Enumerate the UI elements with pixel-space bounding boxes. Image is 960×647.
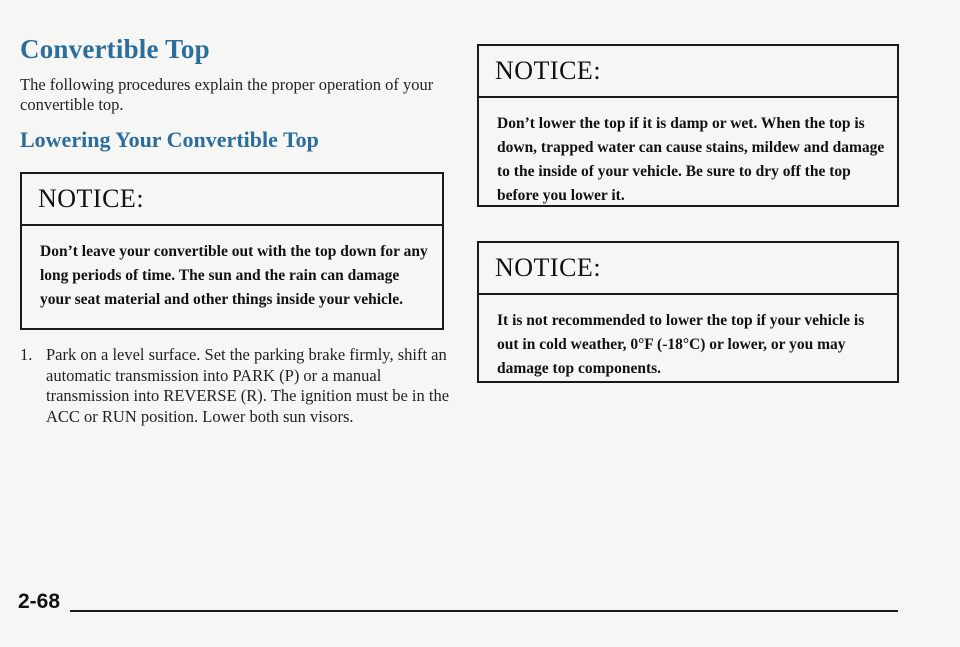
procedure-step <box>20 345 450 427</box>
notice-heading: NOTICE: <box>479 243 897 295</box>
notice-heading: NOTICE: <box>479 46 897 98</box>
step-number: 1. <box>20 345 33 364</box>
footer-divider <box>70 610 898 612</box>
procedure-steps <box>20 345 450 427</box>
notice-heading: NOTICE: <box>22 174 442 226</box>
page-number: 2-68 <box>18 590 61 613</box>
notice-box-damp-top <box>477 44 899 207</box>
step-text: Park on a level surface. Set the parking brake firmly, shift an automatic transmission into PARK (P) or a manual transmission into REVERSE (R). The ignition must be in the ACC or RUN position. Lower both sun visors. <box>46 345 450 426</box>
page-footer <box>18 590 898 620</box>
notice-body: Don’t lower the top if it is damp or wet. When the top is down, trapped water can cause stains, mildew and damage to the inside of your vehicle. Be sure to dry off the top before you lower it. <box>497 115 885 204</box>
notice-body: Don’t leave your convertible out with the top down for any long periods of time. The sun and the rain can damage your seat material and other things inside your vehicle. <box>40 243 428 308</box>
notice-box-convertible-exposure <box>20 172 444 330</box>
page-title: Convertible Top <box>20 34 210 64</box>
notice-box-cold-weather <box>477 241 899 383</box>
notice-body: It is not recommended to lower the top if your vehicle is out in cold weather, 0°F (-18°C) or lower, or you may damage top components. <box>497 312 865 377</box>
section-heading: Lowering Your Convertible Top <box>20 127 319 152</box>
intro-paragraph: The following procedures explain the proper operation of your convertible top. <box>20 75 434 114</box>
